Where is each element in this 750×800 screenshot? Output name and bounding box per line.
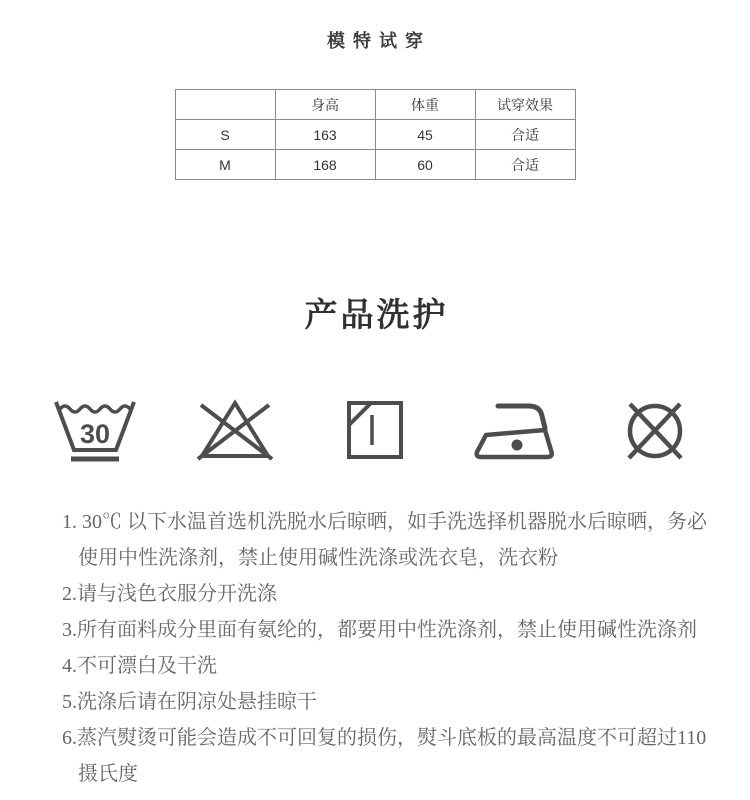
care-instruction-5: 5.洗涤后请在阴凉处悬挂晾干 [62,691,317,713]
wash-30-icon [50,394,140,466]
table-cell-size: S [175,120,275,150]
care-icons-row [0,394,750,466]
table-header-row [175,90,575,120]
no-bleach-icon [190,394,280,466]
care-instruction-3: 3.所有面料成分里面有氨纶的，都要用中性洗涤剂，禁止使用碱性洗涤剂 [62,619,697,641]
wash-temp-label: 30 [79,419,111,449]
table-cell-weight: 60 [375,150,475,180]
table-cell-effect: 合适 [475,150,575,180]
care-section-title: 产品洗护 [304,296,449,333]
tryon-section-title: 模特试穿 [327,31,431,51]
care-instruction-2: 2.请与浅色衣服分开洗涤 [62,583,277,605]
care-instruction-1: 1. 30℃ 以下水温首选机洗脱水后晾晒，如手洗选择机器脱水后晾晒，务必使用中性洗涤剂，禁止使用碱性洗涤或洗衣皂，洗衣粉 [62,511,707,569]
table-row [175,150,575,180]
no-dry-clean-icon [610,394,700,466]
table-row [175,120,575,150]
table-cell-effect: 合适 [475,120,575,150]
table-header-size [175,90,275,120]
care-instruction-6: 6.蒸汽熨烫可能会造成不可回复的损伤，熨斗底板的最高温度不可超过110摄氏度 [62,727,707,785]
care-instructions-list [62,504,712,792]
table-cell-height: 163 [275,120,375,150]
table-header-effect: 试穿效果 [475,90,575,120]
drip-dry-shade-icon [330,394,420,466]
table-cell-size: M [175,150,275,180]
table-header-height: 身高 [275,90,375,120]
table-cell-weight: 45 [375,120,475,150]
table-cell-height: 168 [275,150,375,180]
tryon-fit-table [175,89,576,180]
table-header-weight: 体重 [375,90,475,120]
care-instruction-4: 4.不可漂白及干洗 [62,655,217,677]
iron-low-icon [470,394,560,466]
